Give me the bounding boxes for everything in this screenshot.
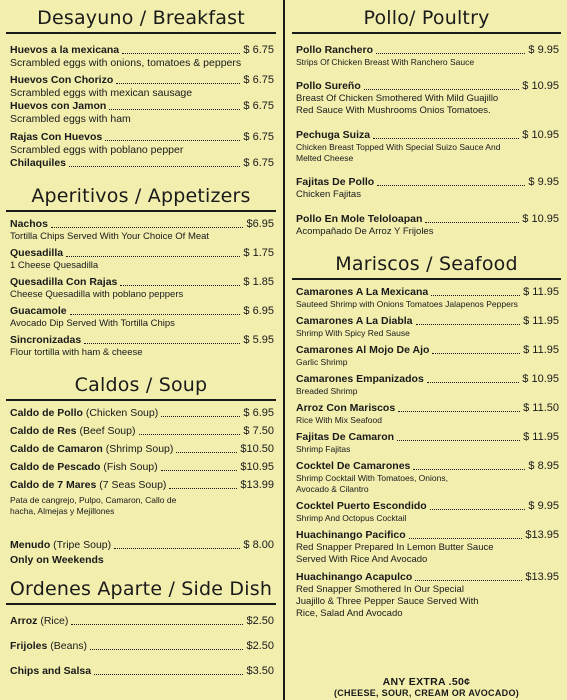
item-price: $ 6.75 bbox=[243, 100, 274, 112]
sides-title: Ordenes Aparte / Side Dish bbox=[9, 578, 273, 600]
item-name: Huevos Con Chorizo bbox=[10, 74, 114, 86]
menu-item bbox=[286, 44, 567, 68]
menu-item bbox=[0, 131, 282, 157]
item-desc: Breast Of Chicken Smothered With Mild Guajillo Red Sauce With Mushrooms Onios Tomatoes. bbox=[296, 93, 499, 116]
item-price: $ 8.00 bbox=[243, 539, 274, 551]
item-desc: Rice With Mix Seafood bbox=[296, 415, 382, 425]
soup-title: Caldos / Soup bbox=[74, 374, 208, 396]
appetizers-rule bbox=[6, 210, 276, 212]
seafood-rule bbox=[292, 278, 561, 280]
item-price: $ 6.75 bbox=[243, 74, 274, 86]
item-desc: Pata de cangrejo, Pulpo, Camaron, Callo de hacha, Almejas y Mejillones bbox=[10, 495, 177, 516]
breakfast-title: Desayuno / Breakfast bbox=[37, 7, 245, 29]
item-name: Fajitas De Camaron bbox=[296, 431, 395, 443]
menu-item bbox=[0, 157, 282, 170]
soup-list bbox=[0, 407, 282, 567]
item-translation: (Beans) bbox=[50, 640, 88, 652]
item-price: $ 6.75 bbox=[243, 157, 274, 169]
menu-item bbox=[286, 460, 567, 495]
item-name: Frijoles bbox=[10, 640, 48, 652]
item-price: $10.95 bbox=[240, 461, 274, 473]
item-name: Pechuga Suiza bbox=[296, 129, 371, 141]
menu-item bbox=[0, 615, 282, 628]
menu-item bbox=[286, 176, 567, 201]
item-desc: Scrambled eggs with ham bbox=[10, 113, 131, 125]
item-price: $ 6.75 bbox=[243, 44, 274, 56]
item-desc: Chicken Fajitas bbox=[296, 189, 361, 200]
menu-item bbox=[0, 461, 282, 474]
item-name: Menudo bbox=[10, 539, 51, 551]
item-desc: Scrambled eggs with poblano pepper bbox=[10, 144, 184, 156]
appetizers-list bbox=[0, 218, 282, 359]
menu-item bbox=[286, 373, 567, 397]
poultry-title: Pollo/ Poultry bbox=[363, 7, 490, 29]
item-desc: Shrimp Cocktail With Tomatoes, Onions, Avocado & Cilantro bbox=[296, 473, 448, 494]
item-desc: Garlic Shrimp bbox=[296, 357, 348, 367]
item-desc: Avocado Dip Served With Tortilla Chips bbox=[10, 318, 175, 329]
item-name: Caldo de Res bbox=[10, 425, 77, 437]
item-price: $2.50 bbox=[246, 640, 274, 652]
item-desc: Red Snapper Prepared In Lemon Butter Sauce Served With Rice And Avocado bbox=[296, 542, 494, 565]
right-column bbox=[286, 0, 567, 700]
menu-item bbox=[0, 407, 282, 420]
menu-item bbox=[286, 571, 567, 620]
item-price: $ 6.95 bbox=[243, 407, 274, 419]
item-name: Sincronizadas bbox=[10, 334, 82, 346]
seafood-list bbox=[286, 286, 567, 620]
item-price: $ 11.95 bbox=[523, 315, 559, 327]
menu-item bbox=[0, 305, 282, 330]
item-price: $ 9.95 bbox=[528, 44, 559, 56]
item-name: Caldo de Pollo bbox=[10, 407, 83, 419]
menu-item bbox=[0, 479, 282, 517]
item-translation: (Fish Soup) bbox=[103, 461, 158, 473]
item-price: $ 7.50 bbox=[243, 425, 274, 437]
item-price: $ 5.95 bbox=[243, 334, 274, 346]
item-name: Huachinango Pacifico bbox=[296, 529, 406, 541]
item-desc: Chicken Breast Topped With Special Suizo Sauce And Melted Cheese bbox=[296, 142, 501, 163]
poultry-list bbox=[286, 40, 567, 238]
item-translation: (Rice) bbox=[40, 615, 69, 627]
extra-charge-note bbox=[286, 676, 567, 698]
menu-item bbox=[0, 665, 282, 678]
item-price: $ 8.95 bbox=[528, 460, 559, 472]
item-price: $13.99 bbox=[240, 479, 274, 491]
item-desc: Tortilla Chips Served With Your Choice Of Meat bbox=[10, 231, 210, 242]
item-price: $ 10.95 bbox=[522, 129, 559, 141]
item-price: $13.95 bbox=[525, 571, 559, 583]
item-price: $3.50 bbox=[246, 665, 274, 677]
item-price: $ 11.50 bbox=[523, 402, 559, 414]
item-name: Arroz Con Mariscos bbox=[296, 402, 396, 414]
item-price: $ 10.95 bbox=[522, 80, 559, 92]
item-desc: Shrimp And Octopus Cocktail bbox=[296, 513, 407, 523]
item-price: $2.50 bbox=[246, 615, 274, 627]
menu-item bbox=[0, 74, 282, 100]
item-price: $ 6.75 bbox=[243, 131, 274, 143]
item-desc: 1 Cheese Quesadilla bbox=[10, 260, 99, 271]
poultry-rule bbox=[292, 32, 561, 34]
item-name: Nachos bbox=[10, 218, 48, 230]
menu-item bbox=[286, 431, 567, 455]
item-translation: (7 Seas Soup) bbox=[99, 479, 167, 491]
menu-item bbox=[286, 529, 567, 566]
column-divider bbox=[283, 0, 285, 700]
item-price: $ 10.95 bbox=[522, 213, 559, 225]
menu-item bbox=[0, 334, 282, 359]
item-price: $ 6.95 bbox=[243, 305, 274, 317]
item-name: Pollo Sureño bbox=[296, 80, 361, 92]
item-name: Caldo de Pescado bbox=[10, 461, 101, 473]
item-name: Camarones Empanizados bbox=[296, 373, 424, 385]
item-name: Quesadilla Con Rajas bbox=[10, 276, 118, 288]
menu-item bbox=[0, 425, 282, 438]
item-name: Cocktel Puerto Escondido bbox=[296, 500, 427, 512]
item-price: $ 11.95 bbox=[523, 286, 559, 298]
left-column bbox=[0, 0, 282, 700]
item-name: Huevos a la mexicana bbox=[10, 44, 120, 56]
item-price: $ 1.85 bbox=[243, 276, 274, 288]
item-price: $6.95 bbox=[246, 218, 274, 230]
item-name: Huachinango Acapulco bbox=[296, 571, 413, 583]
item-name: Quesadilla bbox=[10, 247, 64, 259]
breakfast-rule bbox=[6, 32, 276, 34]
item-name: Camarones Al Mojo De Ajo bbox=[296, 344, 430, 356]
menu-item bbox=[0, 276, 282, 301]
item-price: $ 10.95 bbox=[522, 373, 559, 385]
item-desc: Acompañado De Arroz Y Frijoles bbox=[296, 226, 434, 237]
item-translation: (Chicken Soup) bbox=[85, 407, 159, 419]
item-desc: Strips Of Chicken Breast With Ranchero Sauce bbox=[296, 57, 475, 67]
item-desc: Breaded Shrimp bbox=[296, 386, 358, 396]
menu-item bbox=[286, 213, 567, 238]
item-price: $ 11.95 bbox=[523, 344, 559, 356]
item-desc: Scrambled eggs with mexican sausage bbox=[10, 87, 193, 99]
sides-list bbox=[0, 611, 282, 678]
menu-item bbox=[0, 443, 282, 456]
menu-item bbox=[286, 80, 567, 117]
soup-rule bbox=[6, 399, 276, 401]
menu-item bbox=[286, 402, 567, 426]
menu-item bbox=[286, 344, 567, 368]
extra-charge-items: (CHEESE, SOUR, CREAM OR AVOCADO) bbox=[333, 688, 520, 698]
item-price: $ 1.75 bbox=[243, 247, 274, 259]
item-desc: Shrimp Fajitas bbox=[296, 444, 351, 454]
item-name: Pollo Ranchero bbox=[296, 44, 374, 56]
item-name: Guacamole bbox=[10, 305, 67, 317]
item-price: $10.50 bbox=[240, 443, 274, 455]
item-name: Caldo de 7 Mares bbox=[10, 479, 97, 491]
item-name: Fajitas De Pollo bbox=[296, 176, 375, 188]
item-desc: Shrimp With Spicy Red Sause bbox=[296, 328, 410, 338]
item-name: Cocktel De Camarones bbox=[296, 460, 411, 472]
item-price: $ 11.95 bbox=[523, 431, 559, 443]
item-translation: (Shrimp Soup) bbox=[105, 443, 174, 455]
seafood-title: Mariscos / Seafood bbox=[335, 253, 518, 275]
item-translation: (Tripe Soup) bbox=[53, 539, 112, 551]
breakfast-list bbox=[0, 40, 282, 170]
item-name: Chilaquiles bbox=[10, 157, 67, 169]
menu-item bbox=[0, 100, 282, 126]
item-desc: Sauteed Shrimp with Onions Tomatoes Jalapenos Peppers bbox=[296, 299, 518, 309]
menu-item bbox=[286, 129, 567, 164]
menu-item bbox=[0, 247, 282, 272]
item-name: Arroz bbox=[10, 615, 38, 627]
item-name: Huevos con Jamon bbox=[10, 100, 107, 112]
menu-item bbox=[0, 640, 282, 653]
item-name: Chips and Salsa bbox=[10, 665, 92, 677]
item-translation: (Beef Soup) bbox=[79, 425, 136, 437]
extra-charge-line: ANY EXTRA .50¢ bbox=[382, 676, 471, 688]
item-price: $ 9.95 bbox=[528, 176, 559, 188]
weekend-note: Only on Weekends bbox=[10, 554, 104, 566]
item-name: Camarones A La Mexicana bbox=[296, 286, 429, 298]
menu-item bbox=[0, 539, 282, 567]
sides-rule bbox=[6, 603, 276, 605]
item-desc: Flour tortilla with ham & cheese bbox=[10, 347, 143, 358]
menu-item bbox=[286, 315, 567, 339]
item-price: $ 9.95 bbox=[528, 500, 559, 512]
item-desc: Cheese Quesadilla with poblano peppers bbox=[10, 289, 184, 300]
item-desc: Scrambled eggs with onions, tomatoes & peppers bbox=[10, 57, 242, 69]
menu-item bbox=[0, 218, 282, 243]
item-name: Rajas Con Huevos bbox=[10, 131, 103, 143]
appetizers-title: Aperitivos / Appetizers bbox=[31, 185, 251, 207]
item-price: $13.95 bbox=[525, 529, 559, 541]
item-name: Caldo de Camaron bbox=[10, 443, 103, 455]
menu-item bbox=[0, 44, 282, 70]
menu-item bbox=[286, 286, 567, 310]
item-name: Pollo En Mole Teloloapan bbox=[296, 213, 423, 225]
item-desc: Red Snapper Smothered In Our Special Juajillo & Three Pepper Sauce Served With Rice, Salad And Avocado bbox=[296, 584, 479, 619]
item-name: Camarones A La Diabla bbox=[296, 315, 413, 327]
menu-item bbox=[286, 500, 567, 524]
